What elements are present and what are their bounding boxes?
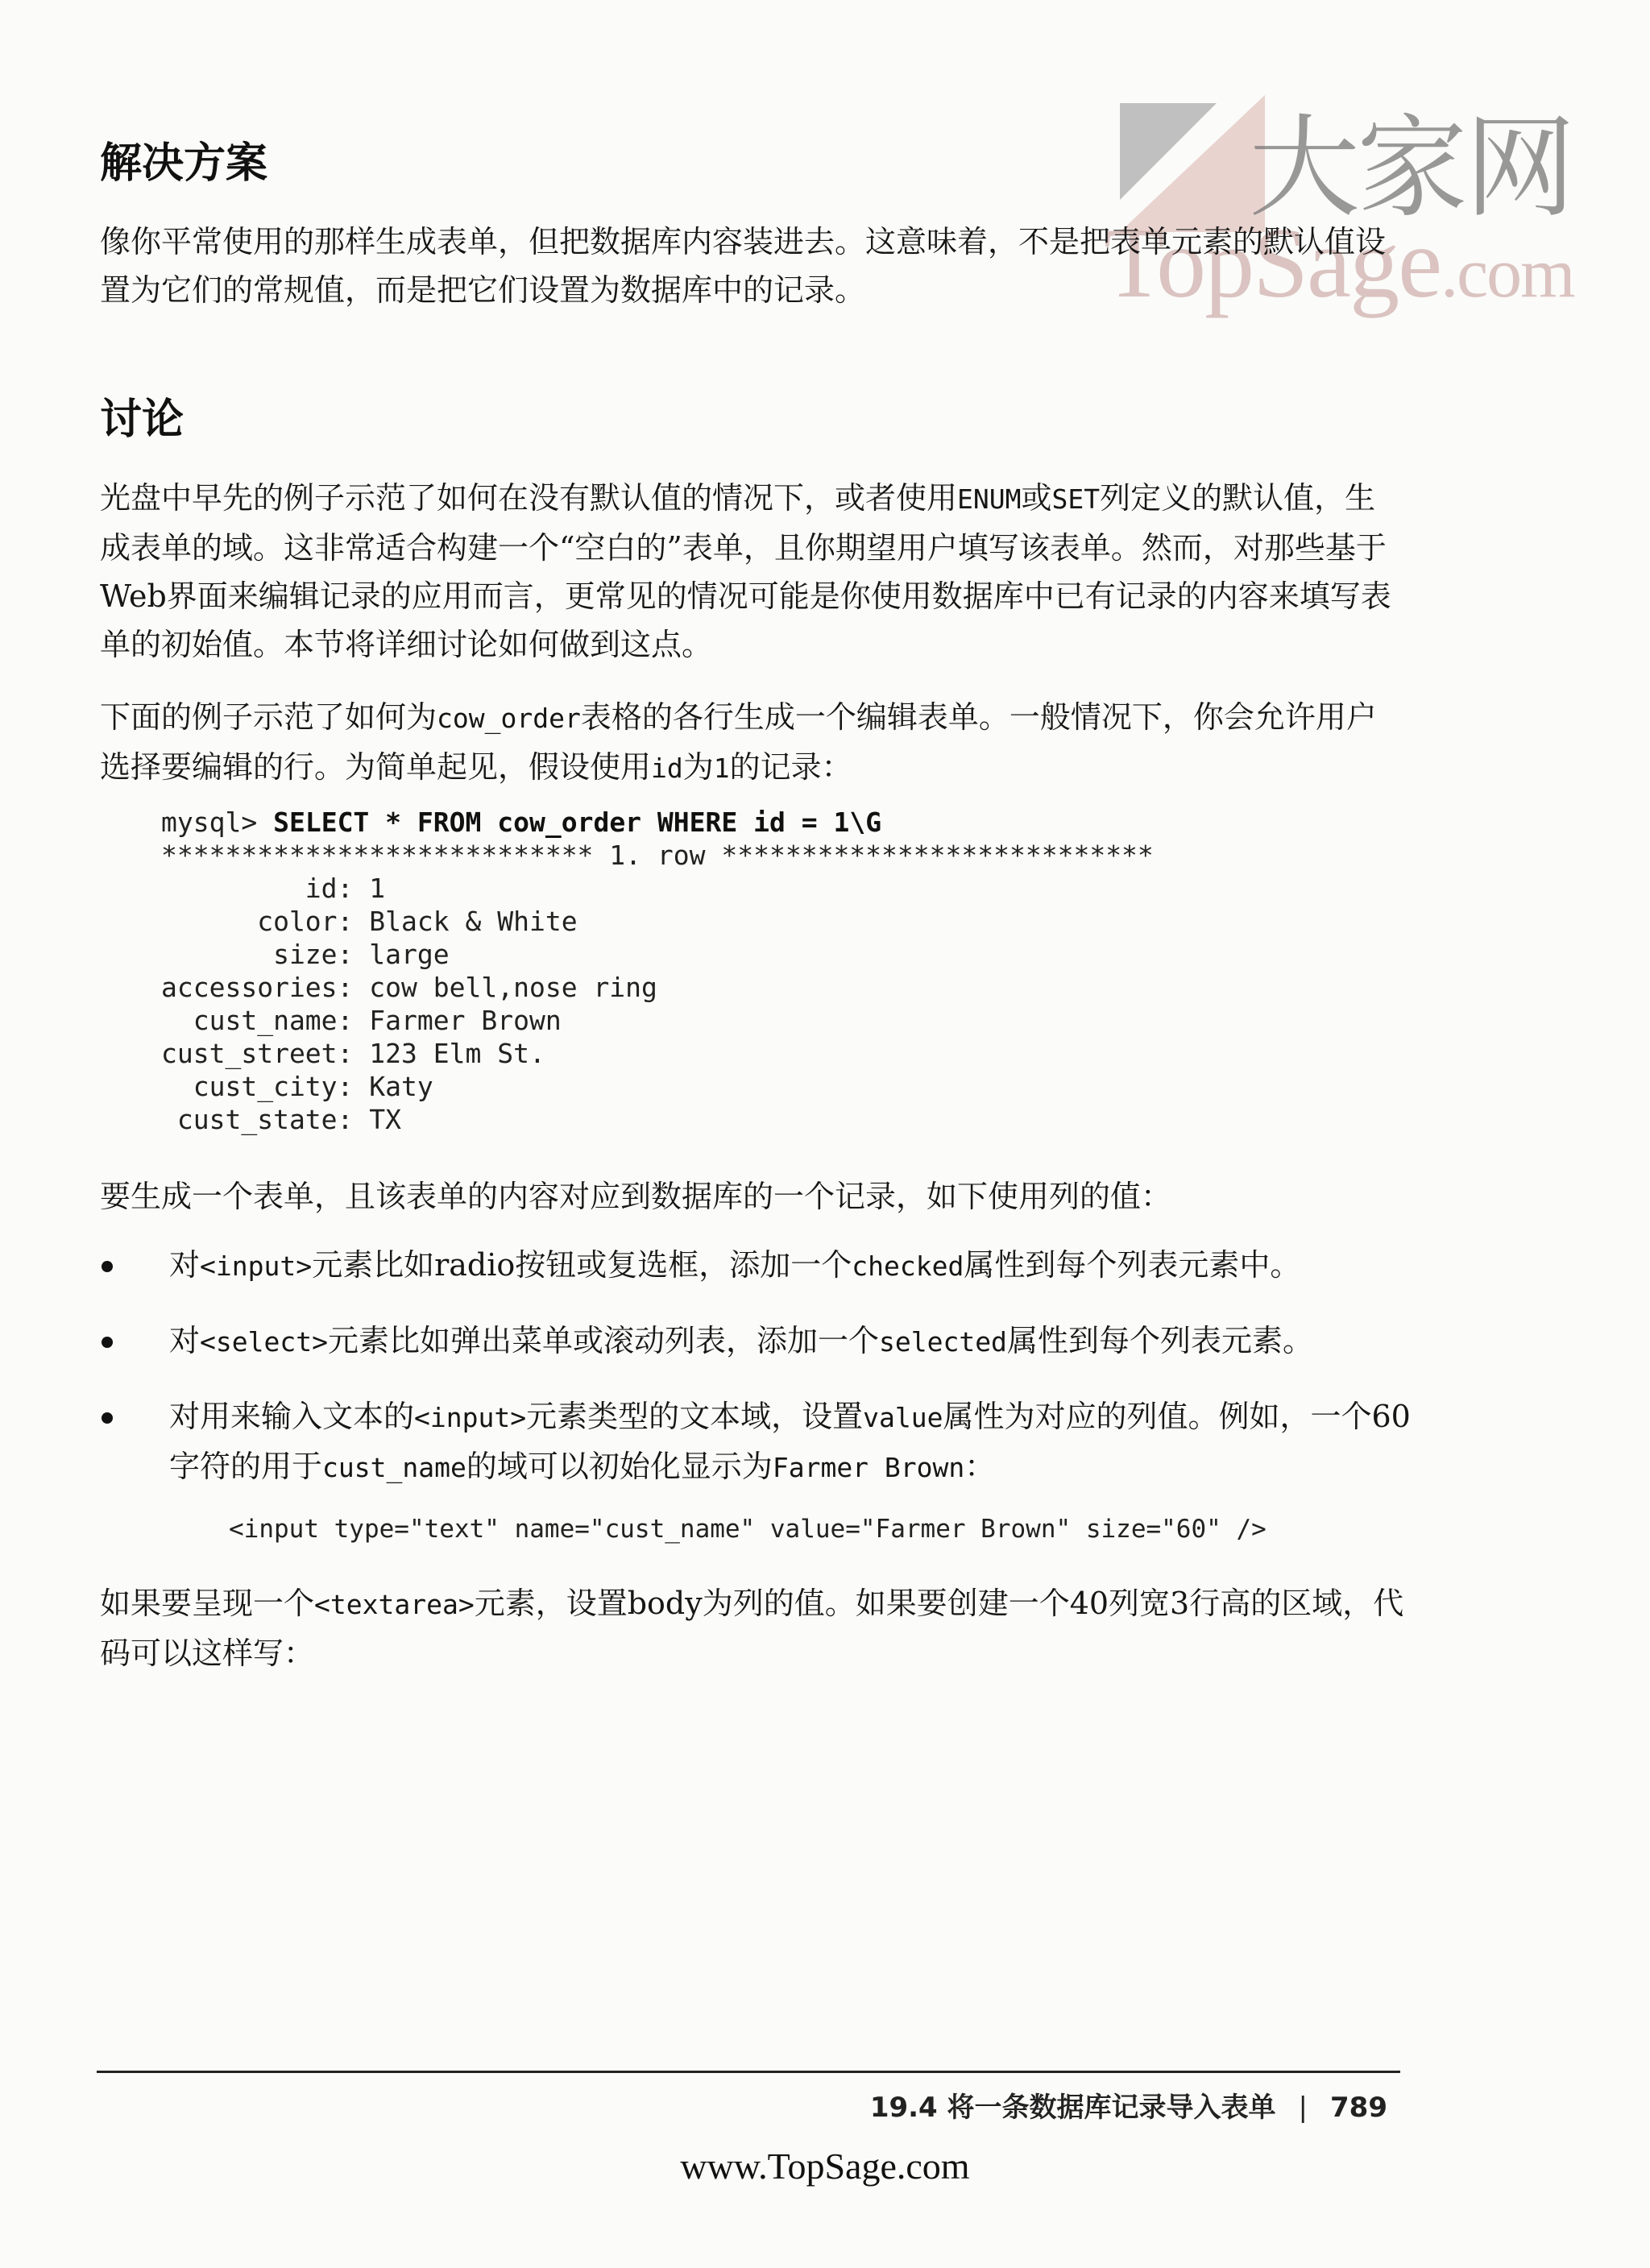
record-field-cust_city (161, 1071, 433, 1102)
list-intro: 要生成一个表单，且该表单的内容对应到数据库的一个记录，如下使用列的值： (100, 1179, 1172, 1214)
section-title: 19.4 将一条数据库记录导入表单 (869, 2092, 1276, 2124)
discussion-paragraph-2: 下面的例子示范了如何为cow_order表格的各行生成一个编辑表单。一般情况下，你会允许用户选择要编辑的行。为简单起见，假设使用id为1的记录： (100, 699, 1377, 785)
discussion-paragraph-1: 光盘中早先的例子示范了如何在没有默认值的情况下，或者使用ENUM或SET列定义的默认值，生成表单的域。这非常适合构建一个“空白的”表单，且你期望用户填写该表单。然而，对那些基于Web界面来编辑记录的应用而言，更常见的情况可能是你使用数据库中已有记录的内容来填写表单的初始值。本节将详细讨论如何做到这点。 (100, 480, 1391, 662)
footer-rule (97, 2071, 1400, 2073)
field-value: 1 (369, 873, 386, 904)
record-fields (161, 873, 657, 1135)
record-field-cust_state (161, 1104, 401, 1135)
bullet-icon (102, 1337, 113, 1348)
record-field-id (161, 873, 385, 904)
solution-heading: 解决方案 (100, 139, 268, 188)
row-header: *************************** 1. row *************************** (161, 840, 1154, 871)
list-item-input: 对<input>元素比如radio按钮或复选框，添加一个checked属性到每个列表元素中。 (100, 1241, 1421, 1291)
solution-text: 像你平常使用的那样生成表单，但把数据库内容装进去。这意味着，不是把表单元素的默认值设置为它们的常规值，而是把它们设置为数据库中的记录。 (100, 224, 1387, 308)
page-footer (870, 2085, 1387, 2125)
field-value: TX (369, 1104, 402, 1135)
field-key: cust_name: (161, 1005, 354, 1036)
field-key: color: (161, 906, 354, 937)
textarea-paragraph: 如果要呈现一个<textarea>元素，设置body为列的值。如果要创建一个40列宽3行高的区域，代码可以这样写： (100, 1586, 1404, 1671)
field-value: large (369, 939, 450, 970)
field-key: cust_city: (161, 1071, 354, 1102)
watermark-en: TopSage.com (1104, 208, 1574, 318)
field-value: Farmer Brown (369, 1005, 562, 1036)
attribute-list (100, 1241, 1421, 1518)
input-example-code: <input type="text" name="cust_name" value="Farmer Brown" size="60" /> (229, 1515, 1267, 1544)
discussion-heading: 讨论 (100, 396, 184, 444)
field-key: cust_street: (161, 1038, 354, 1069)
field-value: Black & White (369, 906, 578, 937)
field-key: id: (161, 873, 354, 904)
footer-separator: | (1298, 2092, 1308, 2124)
list-item-select: 对<select>元素比如弹出菜单或滚动列表，添加一个selected属性到每个列表元素。 (100, 1316, 1421, 1366)
field-value: Katy (369, 1071, 433, 1102)
page-number: 789 (1330, 2092, 1387, 2124)
field-key: cust_state: (161, 1104, 354, 1135)
mysql-query-output (161, 806, 1154, 1136)
field-key: accessories: (161, 972, 354, 1003)
mysql-prompt: mysql> (161, 806, 258, 838)
bullet-icon (102, 1261, 113, 1272)
list-item-text-input: 对用来输入文本的<input>元素类型的文本域，设置value属性为对应的列值。例如，一个60字符的用于cust_name的域可以初始化显示为Farmer Brown： (100, 1392, 1421, 1492)
record-field-accessories (161, 972, 657, 1003)
field-value: cow bell,nose ring (369, 972, 657, 1003)
mysql-statement: SELECT * FROM cow_order WHERE id = 1\G (273, 806, 882, 838)
record-field-cust_street (161, 1038, 545, 1069)
field-value: 123 Elm St. (369, 1038, 545, 1069)
watermark-cn: 大家网 (1249, 103, 1573, 233)
record-field-cust_name (161, 1005, 562, 1036)
bullet-icon (102, 1412, 113, 1424)
record-field-color (161, 906, 578, 937)
record-field-size (161, 939, 450, 970)
site-url: www.TopSage.com (680, 2146, 970, 2187)
field-key: size: (161, 939, 354, 970)
